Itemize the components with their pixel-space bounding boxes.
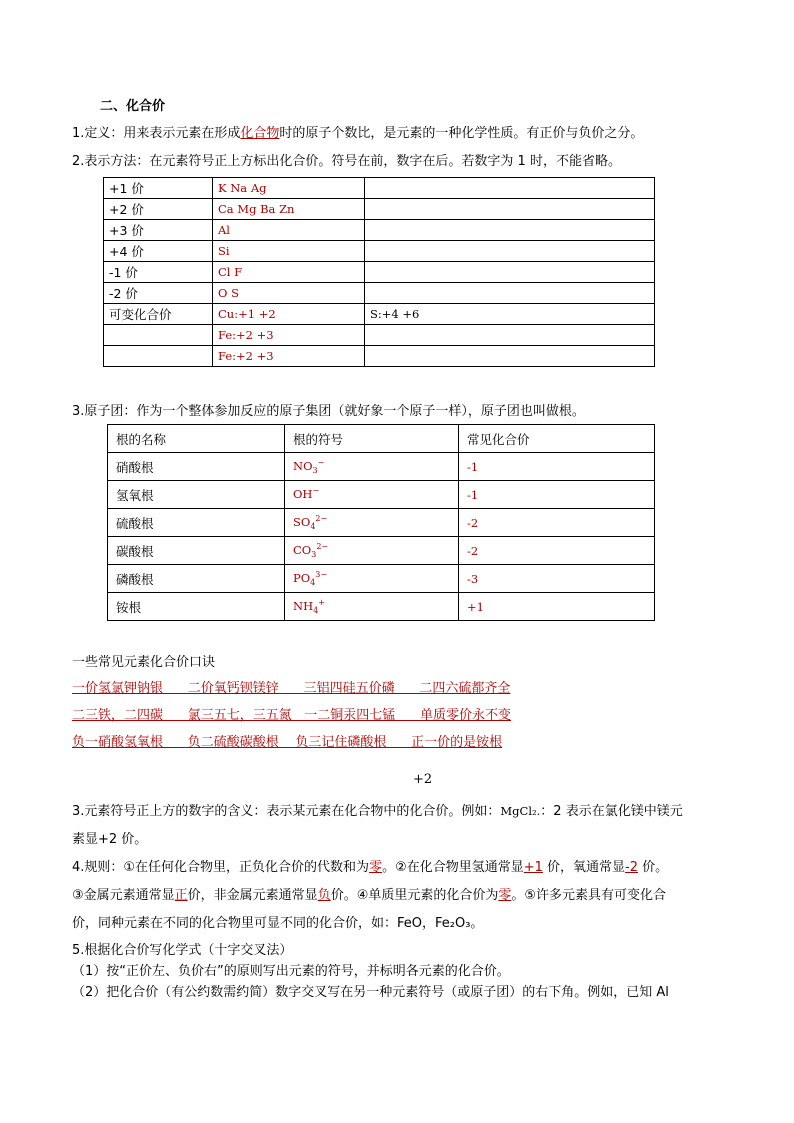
valence-cell: -1 价 <box>104 262 213 283</box>
rules-paragraph-3: 价，同种元素在不同的化合物里可显不同的化合价，如：FeO，Fe₂O₃。 <box>72 916 484 931</box>
section-heading: 二、化合价 <box>100 99 166 114</box>
header-cell: 常见化合价 <box>459 425 655 453</box>
rules-paragraph-2 <box>72 884 666 903</box>
elements-cell: K Na Ag <box>213 178 365 199</box>
table-row <box>104 241 655 262</box>
elements-cell: Si <box>213 241 365 262</box>
symbol-base: SO <box>293 514 311 529</box>
symbol-subscript: 4 <box>313 606 319 616</box>
table-row <box>104 304 655 325</box>
radical-paragraph: 3.原子团：作为一个整体参加反应的原子集团（就好象一个原子一样），原子团也叫做根。 <box>72 404 585 419</box>
extra-cell <box>365 178 655 199</box>
radical-name: 磷酸根 <box>108 565 285 593</box>
symbol-charge: 2− <box>316 541 329 551</box>
text: ：2 表示在氯化镁中镁元 <box>540 804 683 819</box>
compound-link[interactable]: 化合物 <box>240 126 280 141</box>
text: 。②在化合物里氢通常显 <box>382 860 524 875</box>
cross-method-heading: 5.根据化合价写化学式（十字交叉法） <box>72 943 293 958</box>
definition-paragraph <box>72 122 643 141</box>
valence-cell: +3 价 <box>104 220 213 241</box>
radical-symbol <box>285 593 459 621</box>
radical-symbol <box>285 537 459 565</box>
symbol-base: PO <box>293 570 311 585</box>
elements-cell: Al <box>213 220 365 241</box>
mnemonic-line: 一价氢氯钾钠银 二价氧钙钡镁锌 三铝四硅五价磷 二四六硫都齐全 <box>72 681 511 696</box>
header-cell: 根的名称 <box>108 425 285 453</box>
positive-term: 正 <box>174 888 188 903</box>
extra-cell <box>365 325 655 346</box>
text: 时的原子个数比，是元素的一种化学性质。有正价与负价之分。 <box>279 126 644 141</box>
table-row <box>108 509 655 537</box>
radical-symbol <box>285 481 459 509</box>
radical-valence: -1 <box>459 453 655 481</box>
step-1: （1）按“正价左、负价右”的原则写出元素的符号，并标明各元素的化合价。 <box>72 964 510 979</box>
valence-cell: +1 价 <box>104 178 213 199</box>
text: 3.元素符号正上方的数字的含义：表示某元素在化合物中的化合价。例如： <box>72 804 501 819</box>
radical-name: 硫酸根 <box>108 509 285 537</box>
valence-cell: -2 价 <box>104 283 213 304</box>
oxygen-valence: -2 <box>625 860 639 875</box>
meaning-paragraph-cont: 素显+2 价。 <box>72 832 148 847</box>
mnemonic-line: 负一硝酸氢氧根 负二硫酸碳酸根 负三记住磷酸根 正一价的是铵根 <box>72 735 503 750</box>
elements-cell: Fe:+2 +3 <box>213 325 365 346</box>
symbol-subscript: 3 <box>312 466 318 476</box>
valence-cell <box>104 346 213 367</box>
table-row <box>108 453 655 481</box>
radical-name: 铵根 <box>108 593 285 621</box>
mnemonic-title: 一些常见元素化合价口诀 <box>72 655 216 670</box>
valence-cell: +4 价 <box>104 241 213 262</box>
elements-cell: Cl F <box>213 262 365 283</box>
extra-cell <box>365 199 655 220</box>
extra-cell <box>365 220 655 241</box>
radical-valence: -1 <box>459 481 655 509</box>
symbol-base: OH <box>293 486 313 501</box>
formula: MgCl₂. <box>500 804 541 818</box>
text: 价，氧通常显 <box>542 860 626 875</box>
negative-term: 负 <box>317 888 331 903</box>
text: 价。④单质里元素的化合价为 <box>330 888 499 903</box>
symbol-charge: 2− <box>315 513 328 523</box>
radical-symbol <box>285 565 459 593</box>
zero-term: 零 <box>498 888 512 903</box>
meaning-paragraph <box>72 800 683 819</box>
radical-valence: -2 <box>459 509 655 537</box>
elements-cell: Ca Mg Ba Zn <box>213 199 365 220</box>
notation-paragraph: 2.表示方法：在元素符号正上方标出化合价。符号在前，数字在后。若数字为 1 时，不能省略。 <box>72 154 621 169</box>
table-row <box>104 178 655 199</box>
table-header-row <box>108 425 655 453</box>
valence-table <box>103 177 655 367</box>
symbol-charge: − <box>312 485 320 495</box>
table-row <box>108 593 655 621</box>
symbol-subscript: 3 <box>311 550 317 560</box>
hydrogen-valence: +1 <box>523 860 543 875</box>
text: 。⑤许多元素具有可变化合 <box>511 888 667 903</box>
symbol-subscript: 4 <box>310 522 316 532</box>
elements-cell: O S <box>213 283 365 304</box>
extra-cell <box>365 262 655 283</box>
elements-cell: Cu:+1 +2 <box>213 304 365 325</box>
table-row <box>108 537 655 565</box>
zero-term: 零 <box>369 860 383 875</box>
superscript-valence: +2 <box>413 772 433 787</box>
table-row <box>104 220 655 241</box>
mnemonic-line: 二三铁，二四碳 氯三五七，三五氮 一二铜汞四七锰 单质零价永不变 <box>72 708 511 723</box>
symbol-charge: + <box>318 597 325 607</box>
elements-cell: Fe:+2 +3 <box>213 346 365 367</box>
table-row <box>104 283 655 304</box>
table-row <box>104 346 655 367</box>
valence-cell: +2 价 <box>104 199 213 220</box>
radical-valence: -2 <box>459 537 655 565</box>
text: 价。 <box>638 860 669 875</box>
extra-cell <box>365 346 655 367</box>
radical-name: 碳酸根 <box>108 537 285 565</box>
radical-symbol <box>285 453 459 481</box>
table-row <box>108 481 655 509</box>
radical-valence: -3 <box>459 565 655 593</box>
radical-name: 氢氧根 <box>108 481 285 509</box>
table-row <box>104 325 655 346</box>
extra-cell: S:+4 +6 <box>365 304 655 325</box>
step-2: （2）把化合价（有公约数需约简）数字交叉写在另一种元素符号（或原子团）的右下角。例如，已知 Al <box>72 985 669 1000</box>
extra-cell <box>365 283 655 304</box>
extra-cell <box>365 241 655 262</box>
rules-paragraph <box>72 856 668 875</box>
radical-valence: +1 <box>459 593 655 621</box>
symbol-base: NH <box>293 598 314 613</box>
table-row <box>108 565 655 593</box>
text: 4.规则：①在任何化合物里，正负化合价的代数和为 <box>72 860 370 875</box>
symbol-charge: − <box>317 457 325 467</box>
symbol-base: NO <box>293 458 313 473</box>
header-cell: 根的符号 <box>285 425 459 453</box>
valence-cell <box>104 325 213 346</box>
radical-table <box>107 424 655 621</box>
symbol-base: CO <box>293 542 312 557</box>
table-row <box>104 262 655 283</box>
radical-name: 硝酸根 <box>108 453 285 481</box>
radical-symbol <box>285 509 459 537</box>
table-row <box>104 199 655 220</box>
symbol-subscript: 4 <box>310 578 316 588</box>
text: 价，非金属元素通常显 <box>187 888 318 903</box>
symbol-charge: 3− <box>315 569 328 579</box>
valence-cell: 可变化合价 <box>104 304 213 325</box>
text: ③金属元素通常显 <box>72 888 175 903</box>
text: 1.定义：用来表示元素在形成 <box>72 126 241 141</box>
